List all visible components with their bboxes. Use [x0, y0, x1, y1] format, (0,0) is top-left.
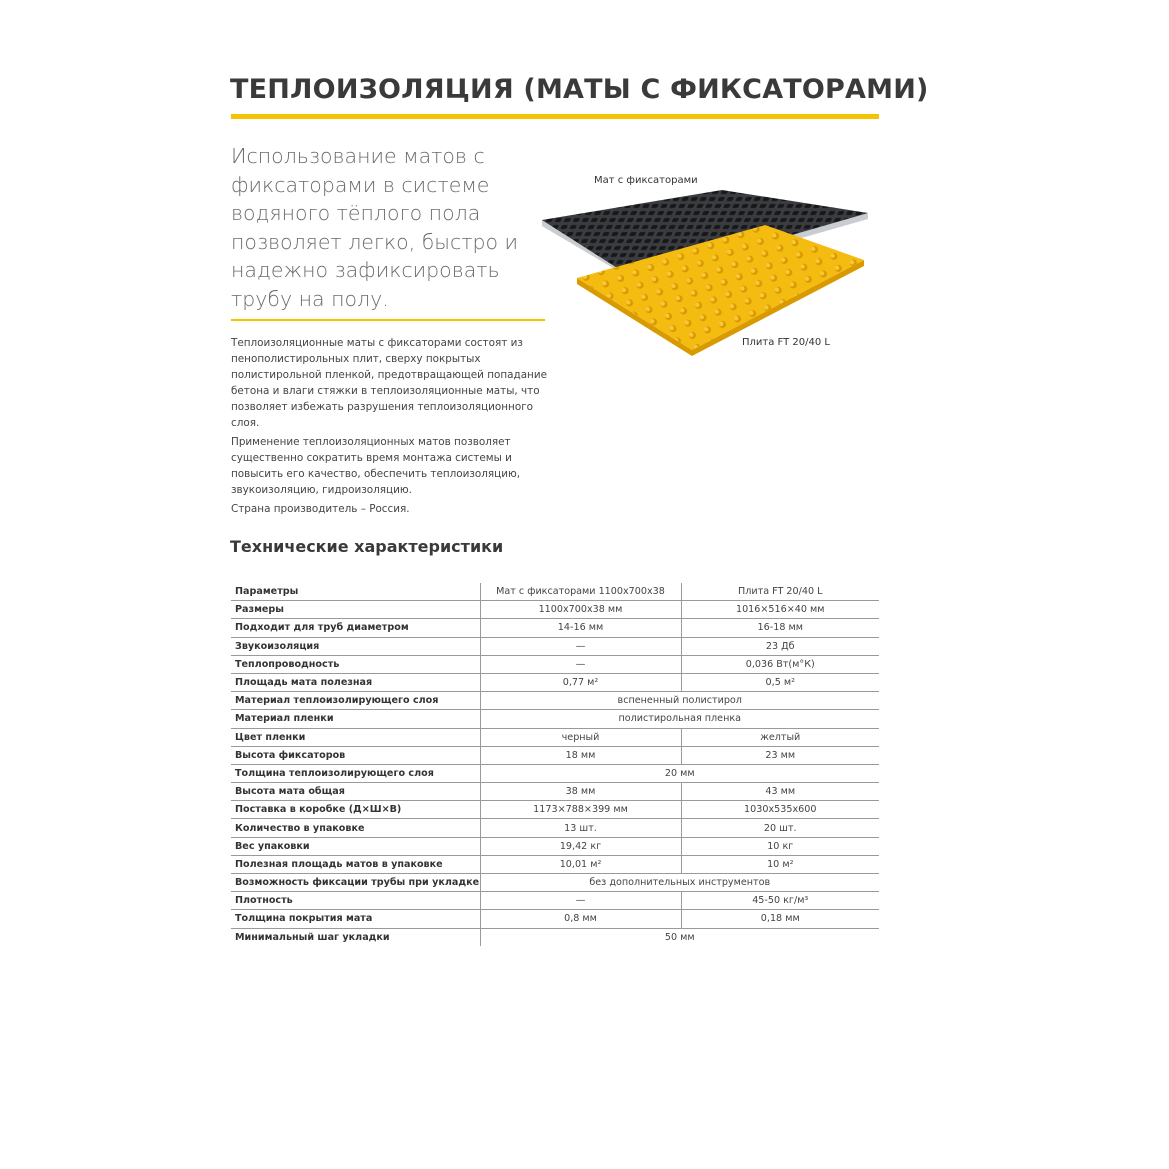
table-row — [231, 655, 879, 673]
mat-value-cell: 1100x700x38 мм — [480, 601, 681, 619]
description-paragraph: Применение теплоизоляционных матов позволяет существенно сократить время монтажа системы и повысить его качество, обеспечить теплоизоляцию, звукоизоляцию, гидроизоляцию. — [231, 436, 521, 496]
param-name-cell: Вес упаковки — [231, 837, 480, 855]
plate-value-cell: желтый — [681, 728, 879, 746]
shared-value-cell: вспененный полистирол — [480, 692, 879, 710]
table-row — [231, 892, 879, 910]
table-header-row — [231, 583, 879, 601]
param-name-cell: Количество в упаковке — [231, 819, 480, 837]
param-name-cell: Возможность фиксации трубы при укладке — [231, 874, 480, 892]
specs-heading: Технические характеристики — [230, 537, 504, 556]
plate-label: Плита FT 20/40 L — [742, 337, 830, 348]
param-name-cell: Теплопроводность — [231, 655, 480, 673]
plate-value-cell: 23 Дб — [681, 637, 879, 655]
table-row — [231, 601, 879, 619]
product-image — [535, 170, 880, 360]
plate-value-cell: 0,036 Вт(м°К) — [681, 655, 879, 673]
shared-value-cell: полистирольная пленка — [480, 710, 879, 728]
mat-value-cell: 19,42 кг — [480, 837, 681, 855]
mat-value-cell: 10,01 м² — [480, 855, 681, 873]
description-paragraph: Страна производитель – Россия. — [231, 503, 410, 515]
mat-value-cell: Мат с фиксаторами 1100x700x38 — [480, 583, 681, 601]
description — [231, 335, 551, 520]
plate-value-cell: 45-50 кг/м³ — [681, 892, 879, 910]
param-name-cell: Размеры — [231, 601, 480, 619]
specs-table — [231, 583, 879, 946]
table-row — [231, 746, 879, 764]
param-name-cell: Поставка в коробке (Д×Ш×В) — [231, 801, 480, 819]
param-name-cell: Плотность — [231, 892, 480, 910]
title-underline — [231, 114, 879, 119]
param-name-cell: Цвет пленки — [231, 728, 480, 746]
mat-value-cell: 0,8 мм — [480, 910, 681, 928]
param-name-cell: Материал теплоизолирующего слоя — [231, 692, 480, 710]
plate-value-cell: Плита FT 20/40 L — [681, 583, 879, 601]
plate-value-cell: 43 мм — [681, 783, 879, 801]
mat-value-cell: 13 шт. — [480, 819, 681, 837]
table-row — [231, 837, 879, 855]
plate-value-cell: 0,5 м² — [681, 673, 879, 691]
mat-value-cell: — — [480, 892, 681, 910]
shared-value-cell: 50 мм — [480, 928, 879, 946]
mat-value-cell: 38 мм — [480, 783, 681, 801]
mat-value-cell: 18 мм — [480, 746, 681, 764]
mat-value-cell: — — [480, 655, 681, 673]
table-row — [231, 673, 879, 691]
mat-value-cell: 0,77 м² — [480, 673, 681, 691]
table-row — [231, 692, 879, 710]
param-name-cell: Материал пленки — [231, 710, 480, 728]
table-row — [231, 637, 879, 655]
table-row — [231, 764, 879, 782]
plate-value-cell: 1030x535x600 — [681, 801, 879, 819]
param-name-cell: Толщина теплоизолирующего слоя — [231, 764, 480, 782]
param-name-cell: Параметры — [231, 583, 480, 601]
plate-value-cell: 10 м² — [681, 855, 879, 873]
param-name-cell: Звукоизоляция — [231, 637, 480, 655]
param-name-cell: Толщина покрытия мата — [231, 910, 480, 928]
table-row — [231, 874, 879, 892]
plate-value-cell: 23 мм — [681, 746, 879, 764]
table-row — [231, 728, 879, 746]
shared-value-cell: без дополнительных инструментов — [480, 874, 879, 892]
mat-value-cell: — — [480, 637, 681, 655]
param-name-cell: Высота фиксаторов — [231, 746, 480, 764]
plate-value-cell: 16-18 мм — [681, 619, 879, 637]
mat-label: Мат с фиксаторами — [594, 175, 698, 186]
table-row — [231, 783, 879, 801]
table-row — [231, 855, 879, 873]
table-row — [231, 928, 879, 946]
param-name-cell: Минимальный шаг укладки — [235, 931, 390, 943]
table-row — [231, 801, 879, 819]
table-row — [231, 710, 879, 728]
table-row — [231, 910, 879, 928]
param-name-cell: Высота мата общая — [231, 783, 480, 801]
table-row — [231, 619, 879, 637]
description-paragraph: Теплоизоляционные маты с фиксаторами состоят из пенополистирольных плит, сверху покрытых полистирольной пленкой, предотвращающей попадание бетона и влаги стяжки в теплоизоляционные маты, что позволяет избежать разрушения теплоизоляционного слоя. — [231, 337, 548, 429]
shared-value-cell: 20 мм — [480, 764, 879, 782]
intro-divider — [231, 319, 545, 321]
param-name-cell: Полезная площадь матов в упаковке — [231, 855, 480, 873]
plate-value-cell: 0,18 мм — [681, 910, 879, 928]
plate-value-cell: 10 кг — [681, 837, 879, 855]
plate-value-cell: 1016×516×40 мм — [681, 601, 879, 619]
table-row — [231, 819, 879, 837]
page-title: ТЕПЛОИЗОЛЯЦИЯ (МАТЫ С ФИКСАТОРАМИ) — [230, 74, 929, 105]
mat-value-cell: черный — [480, 728, 681, 746]
param-name-cell: Подходит для труб диаметром — [231, 619, 480, 637]
mat-value-cell: 1173×788×399 мм — [480, 801, 681, 819]
param-name-cell: Площадь мата полезная — [231, 673, 480, 691]
plate-value-cell: 20 шт. — [681, 819, 879, 837]
intro-text: Использование матов с фиксаторами в системе водяного тёплого пола позволяет легко, быстро и надежно зафиксировать трубу на полу. — [231, 144, 519, 311]
mat-value-cell: 14-16 мм — [480, 619, 681, 637]
